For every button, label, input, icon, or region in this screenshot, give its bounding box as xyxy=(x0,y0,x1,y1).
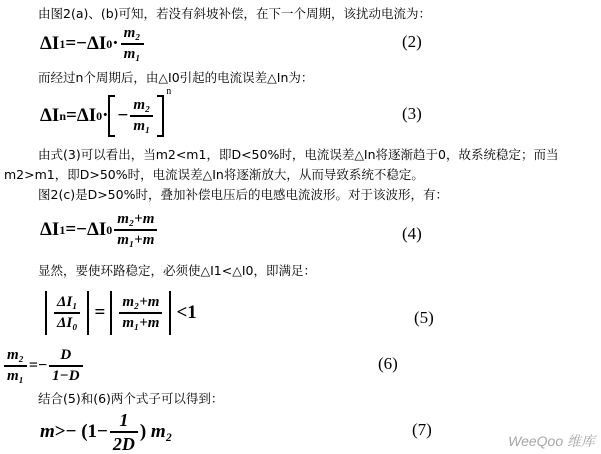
text-line-4: m2>m1，即D>50%时，电流误差△In将逐渐放大，从而导致系统不稳定。 xyxy=(4,167,424,182)
equation-number-4: (4) xyxy=(402,224,422,243)
text-line-3: 由式(3)可以看出，当m2<m1，即D<50%时，电流误差△In将逐渐趋于0，故系统稳定；而当 xyxy=(38,147,559,162)
equation-3: ΔI n =ΔI 0 · − $\frac{\text{m₂}}{\text{m₁}}$ n xyxy=(40,90,171,142)
text-line-7: 结合(5)和(6)两个式子可以得到： xyxy=(38,391,224,406)
watermark: WeeQoo 维库 xyxy=(508,433,595,449)
equation-2: ΔI 1 =−ΔI 0 · $\frac{\text{m₂}}{\text{m₁}}$ xyxy=(40,24,146,64)
equation-number-3: (3) xyxy=(402,104,422,123)
equation-6: $\frac{\text{m₂}}{\text{m₁}}$ =− $\frac{D}{1-D}$ xyxy=(2,344,85,388)
equation-7: m >− (1− $\frac{1}{2D}$ ) m₂ xyxy=(40,410,173,454)
text-line-2: 而经过n个周期后，由△I0引起的电流误差△In为： xyxy=(38,70,314,85)
text-line-6: 显然，要使环路稳定，必须使△I1<△I0，即满足： xyxy=(38,263,316,278)
text-line-1: 由图2(a)、(b)可知，若没有斜坡补偿，在下一个周期，该扰动电流为： xyxy=(38,6,432,21)
text-line-5: 图2(c)是D>50%时，叠加补偿电压后的电感电流波形。对于该波形，有： xyxy=(38,187,448,202)
equation-number-7: (7) xyxy=(412,420,432,439)
equation-number-2: (2) xyxy=(402,32,422,51)
equation-5: $\frac{\text{ΔI₁}}{\text{ΔI₀}}$ = $\frac{\text{m₂+m}}{\text{m₁+m}}$ <1 xyxy=(40,288,197,338)
equation-number-6: (6) xyxy=(378,354,398,373)
equation-4: ΔI 1 =−ΔI 0 $\frac{\text{m₂+m}}{\text{m₁+m}}$ xyxy=(40,208,159,252)
equation-number-5: (5) xyxy=(414,308,434,327)
